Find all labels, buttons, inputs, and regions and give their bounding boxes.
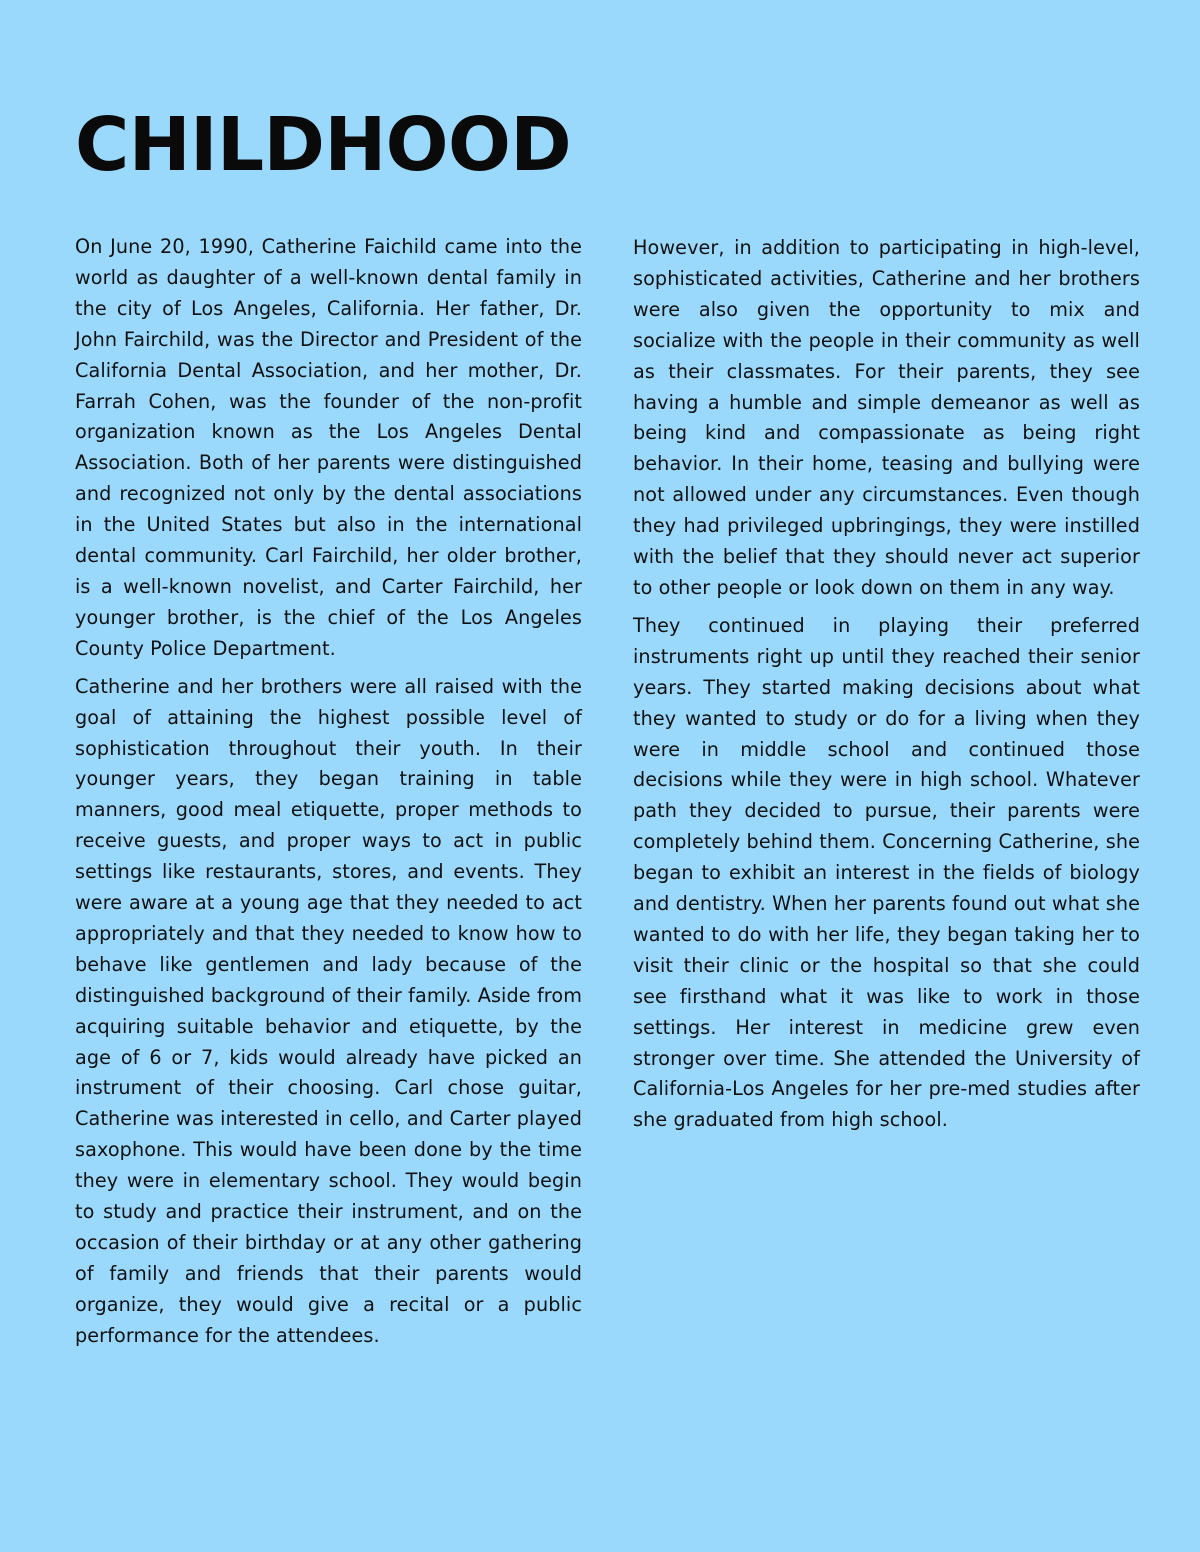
left-column — [75, 232, 582, 1359]
paragraph-family-background: On June 20, 1990, Catherine Faichild came into the world as daughter of a well-known dental family in the city of Los Angeles, California. Her father, Dr. John Fairchild, was the Director and President of the California Dental Association, and her mother, Dr. Farrah Cohen, was the founder of the non-profit organization known as the Los Angeles Dental Association. Both of her parents were distinguished and recognized not only by the dental associations in the United States but also in the international dental community. Carl Fairchild, her older brother, is a well-known novelist, and Carter Fairchild, her younger brother, is the chief of the Los Angeles County Police Department. — [75, 235, 582, 660]
paragraph-upbringing: Catherine and her brothers were all raised with the goal of attaining the highest possible level of sophistication throughout their youth. In their younger years, they began training in table manners, good meal etiquette, proper methods to receive guests, and proper ways to act in public settings like restaurants, stores, and events. They were aware at a young age that they needed to act appropriately and that they needed to know how to behave like gentlemen and lady because of the distinguished background of their family. Aside from acquiring suitable behavior and etiquette, by the age of 6 or 7, kids would already have picked an instrument of their choosing. Carl chose guitar, Catherine was interested in cello, and Carter played saxophone. This would have been done by the time they were in elementary school. They would begin to study and practice their instrument, and on the occasion of their birthday or at any other gathering of family and friends that their parents would organize, they would give a recital or a public performance for the attendees. — [75, 674, 582, 1347]
paragraph-community-values: However, in addition to participating in high-level, sophisticated activities, Catherine and her brothers were also given the opportunity to mix and socialize with the people in their community as well as their classmates. For their parents, they see having a humble and simple demeanor as well as being kind and compassionate as being right behavior. In their home, teasing and bullying were not allowed under any circumstances. Even though they had privileged upbringings, they were instilled with the belief that they should never act superior to other people or look down on them in any way. — [633, 236, 1140, 599]
right-column — [633, 232, 1140, 1359]
paragraph-education-path: They continued in playing their preferred instruments right up until they reached their senior years. They started making decisions about what they wanted to study or do for a living when they were in middle school and continued those decisions while they were in high school. Whatever path they decided to pursue, their parents were completely behind them. Concerning Catherine, she began to exhibit an interest in the fields of biology and dentistry. When her parents found out what she wanted to do with her life, they began taking her to visit their clinic or the hospital so that she could see firsthand what it was like to work in those settings. Her interest in medicine grew even stronger over time. She attended the University of California-Los Angeles for her pre-med studies after she graduated from high school. — [633, 613, 1140, 1132]
text-columns — [75, 232, 1140, 1359]
page-title: CHILDHOOD — [75, 102, 572, 188]
